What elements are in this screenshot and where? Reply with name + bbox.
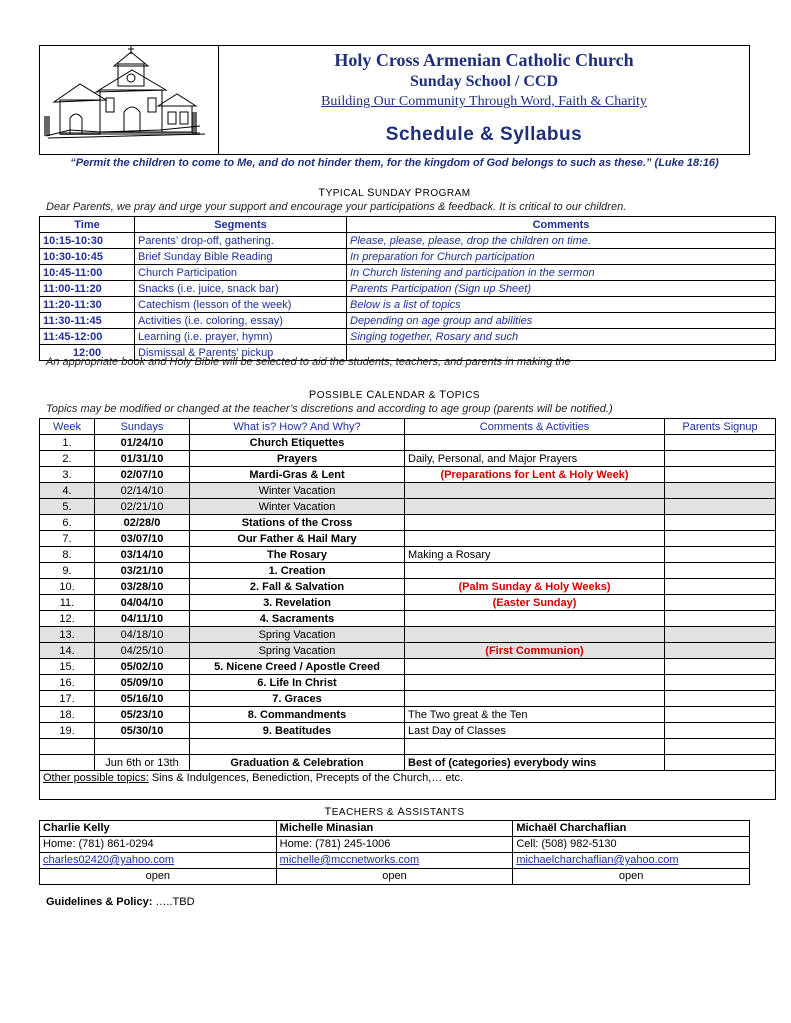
program-footnote: An appropriate book and Holy Bible will be selected to aid the students, teachers, and parents in making the [46,356,571,368]
calendar-date: 01/31/10 [95,451,190,467]
calendar-topic: 8. Commandments [190,707,405,723]
calendar-row [40,435,776,451]
calendar-signup-cell[interactable] [665,739,776,755]
calendar-date: Jun 6th or 13th [95,755,190,771]
program-row [40,313,776,329]
calendar-row [40,611,776,627]
calendar-signup-cell[interactable] [665,515,776,531]
other-topics-label: Other possible topics: [43,772,149,784]
program-comment: Parents Participation (Sign up Sheet) [347,281,776,297]
program-row [40,265,776,281]
calendar-topic: Spring Vacation [190,643,405,659]
teacher-status: open [276,869,513,885]
program-row [40,297,776,313]
calendar-signup-cell[interactable] [665,611,776,627]
calendar-week: 12. [40,611,95,627]
calendar-other-row [40,771,776,800]
teachers-row [40,869,750,885]
calendar-week [40,739,95,755]
calendar-date: 01/24/10 [95,435,190,451]
calendar-comment: The Two great & the Ten [405,707,665,723]
calendar-comment: (First Communion) [405,643,665,659]
calendar-date: 05/23/10 [95,707,190,723]
calendar-comment: Making a Rosary [405,547,665,563]
calendar-row [40,515,776,531]
calendar-heading: POSSIBLE CALENDAR & TOPICS [308,389,481,401]
calendar-topic: 2. Fall & Salvation [190,579,405,595]
teacher-phone: Home: (781) 245-1006 [276,837,513,853]
col-week: Week [40,419,95,435]
program-segment: Learning (i.e. prayer, hymn) [135,329,347,345]
calendar-signup-cell[interactable] [665,451,776,467]
calendar-week: 10. [40,579,95,595]
calendar-comment: (Palm Sunday & Holy Weeks) [405,579,665,595]
program-segment: Brief Sunday Bible Reading [135,249,347,265]
calendar-date: 02/28/0 [95,515,190,531]
col-time: Time [40,217,135,233]
col-topic: What is? How? And Why? [190,419,405,435]
calendar-date: 04/11/10 [95,611,190,627]
calendar-signup-cell[interactable] [665,547,776,563]
calendar-topic: Spring Vacation [190,627,405,643]
calendar-week: 19. [40,723,95,739]
calendar-signup-cell[interactable] [665,691,776,707]
calendar-topic: Church Etiquettes [190,435,405,451]
program-heading: TYPICAL SUNDAY PROGRAM [318,187,471,199]
other-topics-text: Sins & Indulgences, Benediction, Precepts of the Church,… etc. [148,772,464,784]
calendar-week: 14. [40,643,95,659]
program-time: 10:30-10:45 [40,249,135,265]
calendar-week: 15. [40,659,95,675]
calendar-date: 05/02/10 [95,659,190,675]
calendar-date: 04/04/10 [95,595,190,611]
calendar-comment [405,627,665,643]
calendar-topic: 9. Beatitudes [190,723,405,739]
calendar-comment [405,739,665,755]
calendar-row [40,547,776,563]
calendar-week: 17. [40,691,95,707]
calendar-week: 6. [40,515,95,531]
calendar-date: 03/21/10 [95,563,190,579]
col-segments: Segments [135,217,347,233]
program-segment: Church Participation [135,265,347,281]
program-table [39,216,776,361]
calendar-topic: Stations of the Cross [190,515,405,531]
calendar-topic: 5. Nicene Creed / Apostle Creed [190,659,405,675]
calendar-date: 02/07/10 [95,467,190,483]
program-comment: Below is a list of topics [347,297,776,313]
teacher-status: open [40,869,277,885]
calendar-comment: Best of (categories) everybody wins [405,755,665,771]
program-comment: Please, please, please, drop the children on time. [347,233,776,249]
calendar-comment [405,675,665,691]
calendar-comment [405,691,665,707]
calendar-date: 03/14/10 [95,547,190,563]
calendar-week: 1. [40,435,95,451]
teacher-email[interactable]: michaelcharchaflian@yahoo.com [513,853,750,869]
program-time: 11:20-11:30 [40,297,135,313]
calendar-row [40,531,776,547]
calendar-signup-cell[interactable] [665,531,776,547]
calendar-row [40,739,776,755]
calendar-comment: Last Day of Classes [405,723,665,739]
col-comments: Comments & Activities [405,419,665,435]
calendar-row [40,659,776,675]
calendar-week: 7. [40,531,95,547]
calendar-row [40,483,776,499]
teachers-heading: TEACHERS & ASSISTANTS [324,806,465,818]
motto: Building Our Community Through Word, Faith & Charity [321,94,647,109]
program-row [40,281,776,297]
calendar-topic: The Rosary [190,547,405,563]
calendar-comment [405,483,665,499]
calendar-signup-cell[interactable] [665,723,776,739]
col-sundays: Sundays [95,419,190,435]
title-block [219,46,749,154]
calendar-topic: 7. Graces [190,691,405,707]
calendar-topic: Winter Vacation [190,499,405,515]
calendar-topic: 3. Revelation [190,595,405,611]
calendar-topic: 4. Sacraments [190,611,405,627]
program-time: 11:30-11:45 [40,313,135,329]
teacher-phone: Home: (781) 861-0294 [40,837,277,853]
calendar-comment [405,611,665,627]
calendar-comment: Daily, Personal, and Major Prayers [405,451,665,467]
calendar-row [40,627,776,643]
calendar-date: 05/16/10 [95,691,190,707]
other-topics [40,771,776,800]
calendar-week: 8. [40,547,95,563]
program-row [40,233,776,249]
calendar-date: 02/14/10 [95,483,190,499]
program-comment: In preparation for Church participation [347,249,776,265]
calendar-date: 03/28/10 [95,579,190,595]
calendar-table [39,418,776,800]
calendar-topic: 1. Creation [190,563,405,579]
program-row [40,249,776,265]
calendar-topic: Winter Vacation [190,483,405,499]
calendar-comment: (Easter Sunday) [405,595,665,611]
calendar-topic [190,739,405,755]
doc-title: Schedule & Syllabus [385,124,583,145]
calendar-comment [405,563,665,579]
calendar-row [40,563,776,579]
calendar-date [95,739,190,755]
guidelines-value: …..TBD [152,896,195,908]
header-box [39,45,750,155]
teacher-phone: Cell: (508) 982-5130 [513,837,750,853]
calendar-comment [405,531,665,547]
calendar-week: 5. [40,499,95,515]
teacher-status: open [513,869,750,885]
calendar-row [40,579,776,595]
calendar-signup-cell[interactable] [665,627,776,643]
calendar-date: 04/18/10 [95,627,190,643]
teachers-row [40,837,750,853]
church-name: Holy Cross Armenian Catholic Church [334,50,634,70]
calendar-row [40,691,776,707]
calendar-row [40,467,776,483]
calendar-row [40,675,776,691]
calendar-week: 9. [40,563,95,579]
calendar-row [40,499,776,515]
program-time: 11:45-12:00 [40,329,135,345]
church-drawing-icon [40,46,218,154]
program-segment: Catechism (lesson of the week) [135,297,347,313]
program-time: 12:00 [40,345,135,361]
calendar-row [40,755,776,771]
calendar-week: 11. [40,595,95,611]
calendar-topic: Prayers [190,451,405,467]
teachers-table [39,820,750,885]
calendar-week: 18. [40,707,95,723]
calendar-signup-cell[interactable] [665,435,776,451]
calendar-row [40,595,776,611]
church-logo [40,46,219,154]
calendar-week: 13. [40,627,95,643]
calendar-row [40,707,776,723]
teacher-name: Michaël Charchaflian [513,821,750,837]
col-comments: Comments [347,217,776,233]
calendar-topic: Graduation & Celebration [190,755,405,771]
calendar-topic: Mardi-Gras & Lent [190,467,405,483]
calendar-date: 04/25/10 [95,643,190,659]
teachers-row [40,853,750,869]
calendar-signup-cell[interactable] [665,595,776,611]
calendar-topic: 6. Life In Christ [190,675,405,691]
col-signup: Parents Signup [665,419,776,435]
calendar-comment [405,435,665,451]
calendar-week: 3. [40,467,95,483]
school-name: Sunday School / CCD [409,73,559,90]
calendar-signup-cell[interactable] [665,707,776,723]
calendar-date: 03/07/10 [95,531,190,547]
teacher-name: Michelle Minasian [276,821,513,837]
teachers-row [40,821,750,837]
calendar-comment [405,515,665,531]
program-comment: Singing together, Rosary and such [347,329,776,345]
calendar-week [40,755,95,771]
scripture-quote: “Permit the children to come to Me, and do not hinder them, for the kingdom of God belongs to such as these.” (Luke 18:16) [70,157,719,169]
teacher-email[interactable]: charles02420@yahoo.com [40,853,277,869]
calendar-signup-cell[interactable] [665,659,776,675]
calendar-signup-cell[interactable] [665,579,776,595]
program-time: 10:15-10:30 [40,233,135,249]
program-segment: Snacks (i.e. juice, snack bar) [135,281,347,297]
program-time: 11:00-11:20 [40,281,135,297]
calendar-row [40,451,776,467]
calendar-signup-cell[interactable] [665,563,776,579]
calendar-signup-cell[interactable] [665,643,776,659]
calendar-comment [405,659,665,675]
calendar-week: 16. [40,675,95,691]
teacher-email[interactable]: michelle@mccnetworks.com [276,853,513,869]
calendar-signup-cell[interactable] [665,499,776,515]
calendar-date: 05/09/10 [95,675,190,691]
calendar-topic: Our Father & Hail Mary [190,531,405,547]
program-intro: Dear Parents, we pray and urge your support and encourage your participations & feedback. It is critical to our children. [46,201,627,213]
program-comment: Depending on age group and abilities [347,313,776,329]
calendar-signup-cell[interactable] [665,467,776,483]
calendar-signup-cell[interactable] [665,483,776,499]
calendar-row [40,643,776,659]
program-row [40,329,776,345]
program-time: 10:45-11:00 [40,265,135,281]
calendar-signup-cell[interactable] [665,675,776,691]
calendar-comment [405,499,665,515]
program-segment: Dismissal & Parents’ pickup [135,345,347,361]
program-segment: Parents’ drop-off, gathering. [135,233,347,249]
calendar-row [40,723,776,739]
calendar-date: 05/30/10 [95,723,190,739]
teacher-name: Charlie Kelly [40,821,277,837]
guidelines [46,896,195,908]
calendar-signup-cell[interactable] [665,755,776,771]
program-segment: Activities (i.e. coloring, essay) [135,313,347,329]
calendar-date: 02/21/10 [95,499,190,515]
calendar-week: 2. [40,451,95,467]
calendar-week: 4. [40,483,95,499]
calendar-intro: Topics may be modified or changed at the teacher’s discretions and according to age group (parents will be notified.) [46,403,613,415]
calendar-comment: (Preparations for Lent & Holy Week) [405,467,665,483]
program-comment: In Church listening and participation in the sermon [347,265,776,281]
guidelines-label: Guidelines & Policy: [46,896,153,908]
